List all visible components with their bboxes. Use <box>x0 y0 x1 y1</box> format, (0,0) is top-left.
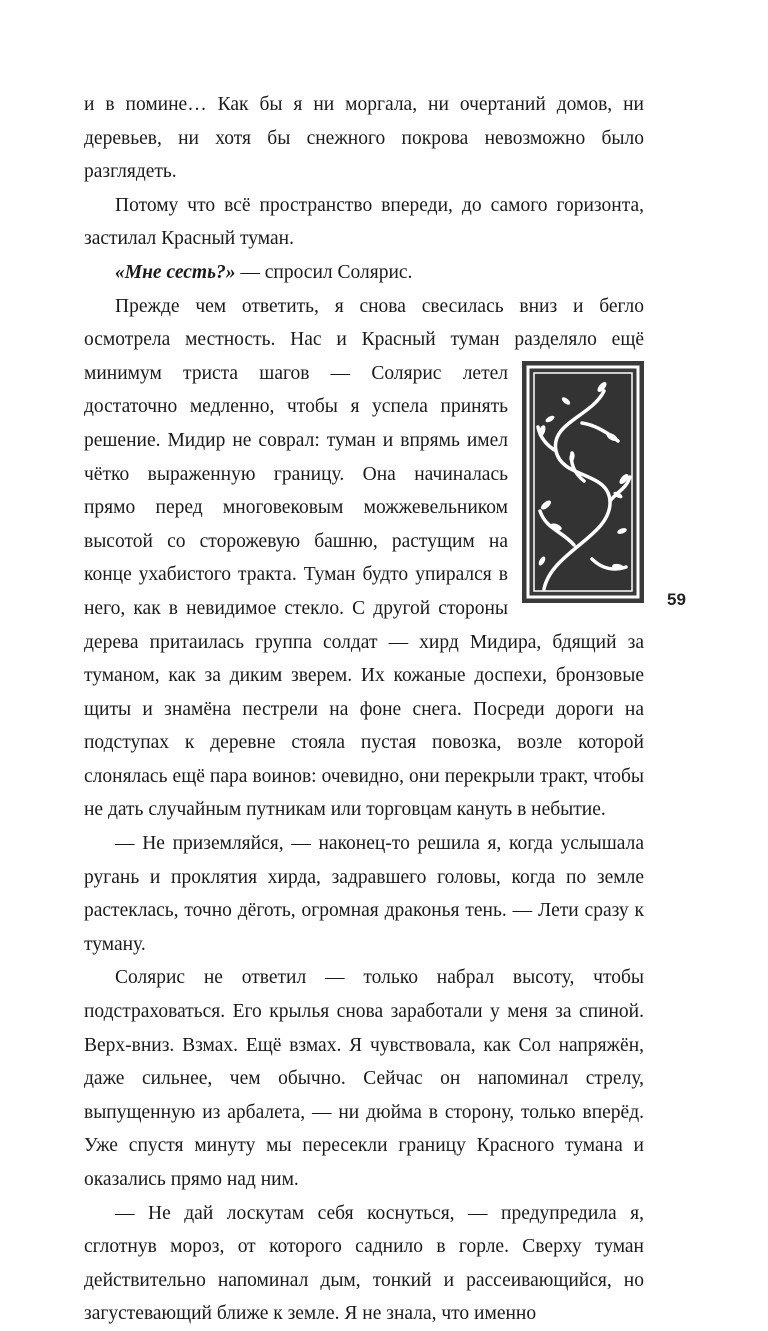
paragraph-2: Потому что всё пространство впереди, до самого горизонта, застилал Красный туман. <box>84 194 644 250</box>
paragraph-4 <box>84 290 644 828</box>
paragraph-4-start: Прежде чем ответить, я снова свесилась вниз и бегло осмотрела местность. Нас и Красный туман разделяло ещё <box>84 295 644 351</box>
dialog-line: «Мне сесть?» <box>115 261 236 283</box>
paragraph-5: — Не приземляйся, — наконец-то решила я, когда услышала ругань и проклятия хирда, задравшего головы, когда по земле растеклась, точно дёготь, огромная драконья тень. — Лети сразу к туману. <box>84 833 644 955</box>
paragraph-1: и в помине… Как бы я ни моргала, ни очертаний домов, ни деревьев, ни хотя бы снежного покрова невозможно было разглядеть. <box>84 94 644 183</box>
dialog-attribution: — спросил Солярис. <box>235 261 413 283</box>
page-number: 59 <box>667 590 686 609</box>
paragraph-4-rest: минимум триста шагов — Солярис летел достаточно медленно, чтобы я успела принять решение. Мидир не соврал: туман и впрямь имел чётко выраженную границу. Она начиналась прямо перед многовековым можжевельником высотой со сторожевую башню, растущим на конце ухабистого тракта. Туман будто упирался в него, как в невидимое стекло. С другой стороны дерева притаилась группа солдат — хирд Мидира, бдящий за туманом, как за диким зверем. Их кожаные доспехи, бронзовые щиты и знамёна пестрели на фоне снега. Посреди дороги на подступах к деревне стояла пустая повозка, возле которой слонялась ещё пара воинов: очевидно, они перекрыли тракт, чтобы не дать случайным путникам или торговцам кануть в небытие. <box>84 362 644 821</box>
paragraph-3 <box>84 256 644 290</box>
paragraph-7: — Не дай лоскутам себя коснуться, — предупредила я, сглотнув мороз, от которого саднило в горле. Сверху туман действительно напоминал дым, тонкий и рассеивающийся, но загустевающий ближе к земле. Я не знала, что именно <box>84 1202 644 1325</box>
paragraph-6: Солярис не ответил — только набрал высоту, чтобы подстраховаться. Его крылья снова заработали у меня за спиной. Верх-вниз. Взмах. Ещё взмах. Я чувствовала, как Сол напряжён, даже сильнее, чем обычно. Сейчас он напоминал стрелу, выпущенную из арбалета, — ни дюйма в сторону, только вперёд. Уже спустя минуту мы пересекли границу Красного тумана и оказались прямо над ним. <box>84 967 644 1190</box>
vine-panel-ornament-icon <box>522 361 644 603</box>
page-body <box>84 88 644 1331</box>
